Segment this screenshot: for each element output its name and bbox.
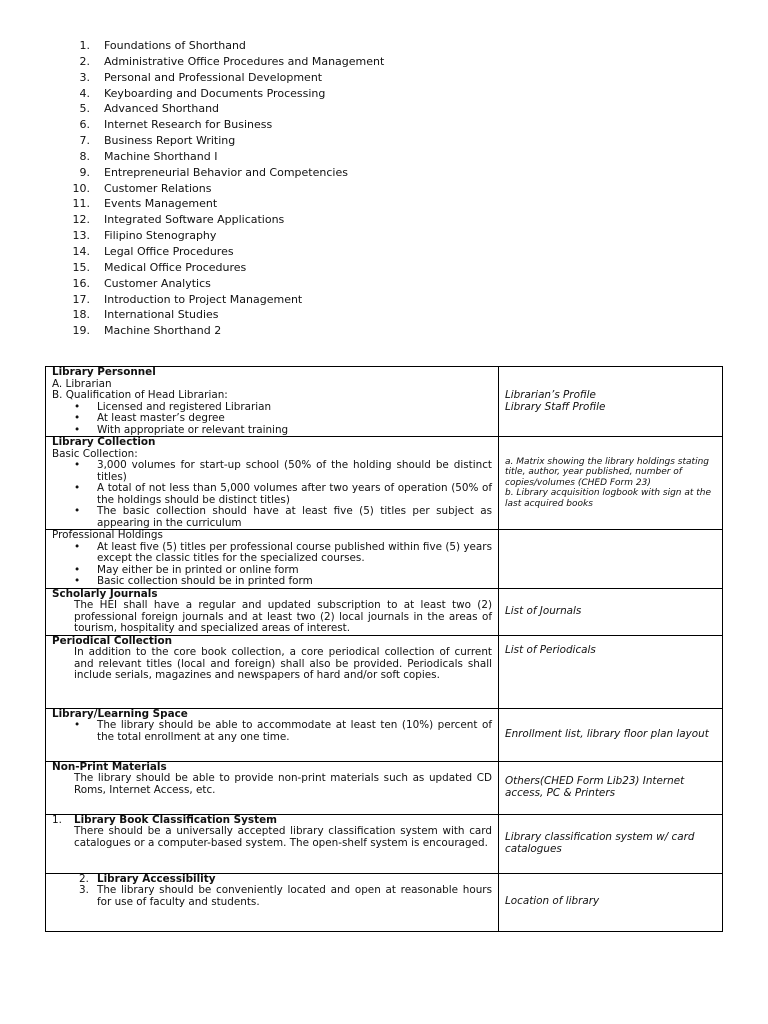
- evidence-text: Enrollment list, library floor plan layout: [505, 727, 709, 740]
- item-number: 14.: [72, 244, 90, 258]
- list-item: • May either be in printed or online form: [52, 565, 492, 577]
- list-item: [60, 212, 384, 228]
- requirements-table: [45, 366, 723, 932]
- list-item: [60, 276, 384, 292]
- bullet-list: [52, 402, 492, 437]
- item-title: Customer Analytics: [104, 276, 211, 290]
- item-number: 5.: [79, 102, 90, 116]
- item-title: Introduction to Project Management: [104, 292, 303, 306]
- list-item: • 3,000 volumes for start-up school (50% of the holding should be distinct titles): [52, 460, 492, 483]
- evidence-cell: [499, 873, 723, 931]
- section-heading: Non-Print Materials: [52, 760, 167, 773]
- list-item: [60, 54, 384, 70]
- item-number: 15.: [72, 260, 90, 274]
- list-item: • The library should be able to accommodate at least ten (10%) percent of the total enrollment at any one time.: [52, 720, 492, 743]
- evidence-text: Library classification system w/ card catalogues: [505, 831, 695, 855]
- list-item: [60, 133, 384, 149]
- item-title: Foundations of Shorthand: [104, 39, 246, 52]
- item-number: 18.: [72, 308, 90, 322]
- list-item: [60, 181, 384, 197]
- list-item: • At least five (5) titles per professional course published within five (5) years except the classic titles for the specialized courses.: [52, 542, 492, 565]
- list-item: [60, 307, 384, 323]
- list-item: [60, 86, 384, 102]
- list-item: [60, 244, 384, 260]
- section-heading: Scholarly Journals: [52, 587, 158, 600]
- section-body: There should be a universally accepted library classification system with card catalogues or a computer-based system. The open-shelf system is encouraged.: [74, 825, 492, 849]
- table-row: [46, 708, 723, 761]
- table-row: [46, 530, 723, 589]
- table-row: [46, 437, 723, 530]
- item-title: Administrative Office Procedures and Management: [104, 54, 385, 68]
- item-title: Machine Shorthand 2: [104, 324, 222, 338]
- evidence-cell: [499, 708, 723, 761]
- evidence-text: Library Staff Profile: [505, 400, 606, 413]
- section-heading: Library Personnel: [52, 366, 156, 378]
- item-title: Filipino Stenography: [104, 229, 217, 243]
- item-title: Internet Research for Business: [104, 118, 273, 132]
- table-row: [46, 367, 723, 437]
- list-item: [60, 149, 384, 165]
- item-title: Keyboarding and Documents Processing: [104, 86, 326, 100]
- table-row: [46, 873, 723, 931]
- section-body: The HEI shall have a regular and updated subscription to at least two (2) professional foreign journals and at least two (2) local journals in the areas of tourism, hospitality and specialized areas of interest.: [74, 599, 492, 634]
- table-row: [46, 761, 723, 814]
- item-title: Business Report Writing: [104, 134, 236, 148]
- item-number: 13.: [72, 229, 90, 243]
- list-item: [60, 70, 384, 86]
- bullet-list: [52, 460, 492, 529]
- bullet-list: [52, 542, 492, 588]
- list-item: [60, 38, 384, 54]
- evidence-cell: [499, 437, 723, 530]
- list-item: [60, 101, 384, 117]
- evidence-text: List of Journals: [505, 604, 582, 617]
- requirement-cell: [46, 761, 499, 814]
- list-item: • Basic collection should be in printed form: [52, 576, 492, 588]
- text-line: A. Librarian: [52, 377, 112, 390]
- item-number: 6.: [79, 118, 90, 132]
- item-title: Customer Relations: [104, 181, 212, 195]
- item-title: International Studies: [104, 308, 219, 322]
- section-heading: Library Collection: [52, 436, 156, 448]
- bullet-list: [52, 720, 492, 743]
- section-heading: Periodical Collection: [52, 634, 172, 647]
- table-row: [46, 635, 723, 708]
- text-line: B. Qualification of Head Librarian:: [52, 389, 228, 401]
- item-number: 16.: [72, 276, 90, 290]
- item-title: Personal and Professional Development: [104, 70, 323, 84]
- item-number: 3.: [79, 70, 90, 84]
- item-title: Integrated Software Applications: [104, 213, 285, 227]
- item-number: 10.: [72, 181, 90, 195]
- requirement-cell: [46, 814, 499, 873]
- item-title: Machine Shorthand I: [104, 149, 218, 163]
- evidence-text: Location of library: [505, 895, 600, 908]
- section-heading: Library Accessibility: [97, 872, 216, 885]
- section-heading: Library/Learning Space: [52, 707, 188, 720]
- list-item: [60, 323, 384, 339]
- list-item: • The basic collection should have at least five (5) titles per subject as appearing in the curriculum: [52, 506, 492, 529]
- item-title: Medical Office Procedures: [104, 260, 247, 274]
- list-item: • A total of not less than 5,000 volumes after two years of operation (50% of the holdings should be distinct titles): [52, 483, 492, 506]
- section-heading: Library Book Classification System: [74, 813, 277, 826]
- course-list: [60, 38, 384, 339]
- evidence-text: b. Library acquisition logbook with sign at the last acquired books: [505, 488, 712, 509]
- item-number: 3.: [79, 884, 89, 896]
- section-heading: Professional Holdings: [52, 529, 163, 541]
- item-number: 9.: [79, 165, 90, 179]
- evidence-text: Librarian’s Profile: [505, 389, 596, 401]
- section-body: The library should be able to provide non-print materials such as updated CD Roms, Internet Access, etc.: [74, 772, 492, 796]
- list-item: [60, 165, 384, 181]
- table-row: [46, 588, 723, 635]
- text-line: Basic Collection:: [52, 447, 138, 460]
- requirement-cell: [46, 367, 499, 437]
- requirement-cell: [46, 588, 499, 635]
- item-title: Events Management: [104, 197, 218, 211]
- list-item: [60, 292, 384, 308]
- section-body: In addition to the core book collection, a core periodical collection of current and relevant titles (local and foreign) shall also be provided. Periodicals shall include serials, magazines and newspapers of hard and/or soft copies.: [74, 646, 492, 681]
- evidence-cell: [499, 530, 723, 589]
- requirement-cell: [46, 873, 499, 931]
- evidence-text: Others(CHED Form Lib23) Internet access, PC & Printers: [505, 775, 685, 799]
- item-number: 17.: [72, 292, 90, 306]
- requirement-cell: [46, 635, 499, 708]
- list-item: [60, 260, 384, 276]
- item-number: 12.: [72, 213, 90, 227]
- list-item: • At least master’s degree: [52, 413, 492, 425]
- evidence-cell: [499, 635, 723, 708]
- evidence-text: a. Matrix showing the library holdings stating title, author, year published, number of copies/volumes (CHED Form 23): [505, 456, 709, 488]
- evidence-cell: [499, 588, 723, 635]
- item-title: Legal Office Procedures: [104, 244, 234, 258]
- list-item: [60, 196, 384, 212]
- requirement-cell: [46, 437, 499, 530]
- numbered-heading: [52, 815, 492, 827]
- list-item: • With appropriate or relevant training: [52, 425, 492, 437]
- requirement-cell: [46, 530, 499, 589]
- evidence-cell: [499, 814, 723, 873]
- item-number: 8.: [79, 149, 90, 163]
- item-number: 1.: [79, 39, 90, 52]
- item-number: 2.: [79, 54, 90, 68]
- table-row: [46, 814, 723, 873]
- list-item: [60, 228, 384, 244]
- evidence-text: List of Periodicals: [505, 643, 596, 656]
- item-number: 11.: [72, 197, 90, 211]
- item-number: 7.: [79, 134, 90, 148]
- numbered-body: [52, 885, 492, 908]
- requirement-cell: [46, 708, 499, 761]
- item-number: 1.: [52, 813, 62, 826]
- list-item: • Licensed and registered Librarian: [52, 402, 492, 414]
- evidence-cell: [499, 367, 723, 437]
- evidence-cell: [499, 761, 723, 814]
- section-body: The library should be conveniently located and open at reasonable hours for use of faculty and students.: [97, 884, 492, 908]
- item-number: 19.: [72, 324, 90, 338]
- item-number: 4.: [79, 86, 90, 100]
- item-number: 2.: [79, 872, 89, 885]
- item-title: Entrepreneurial Behavior and Competencies: [104, 165, 348, 179]
- item-title: Advanced Shorthand: [104, 102, 220, 116]
- list-item: [60, 117, 384, 133]
